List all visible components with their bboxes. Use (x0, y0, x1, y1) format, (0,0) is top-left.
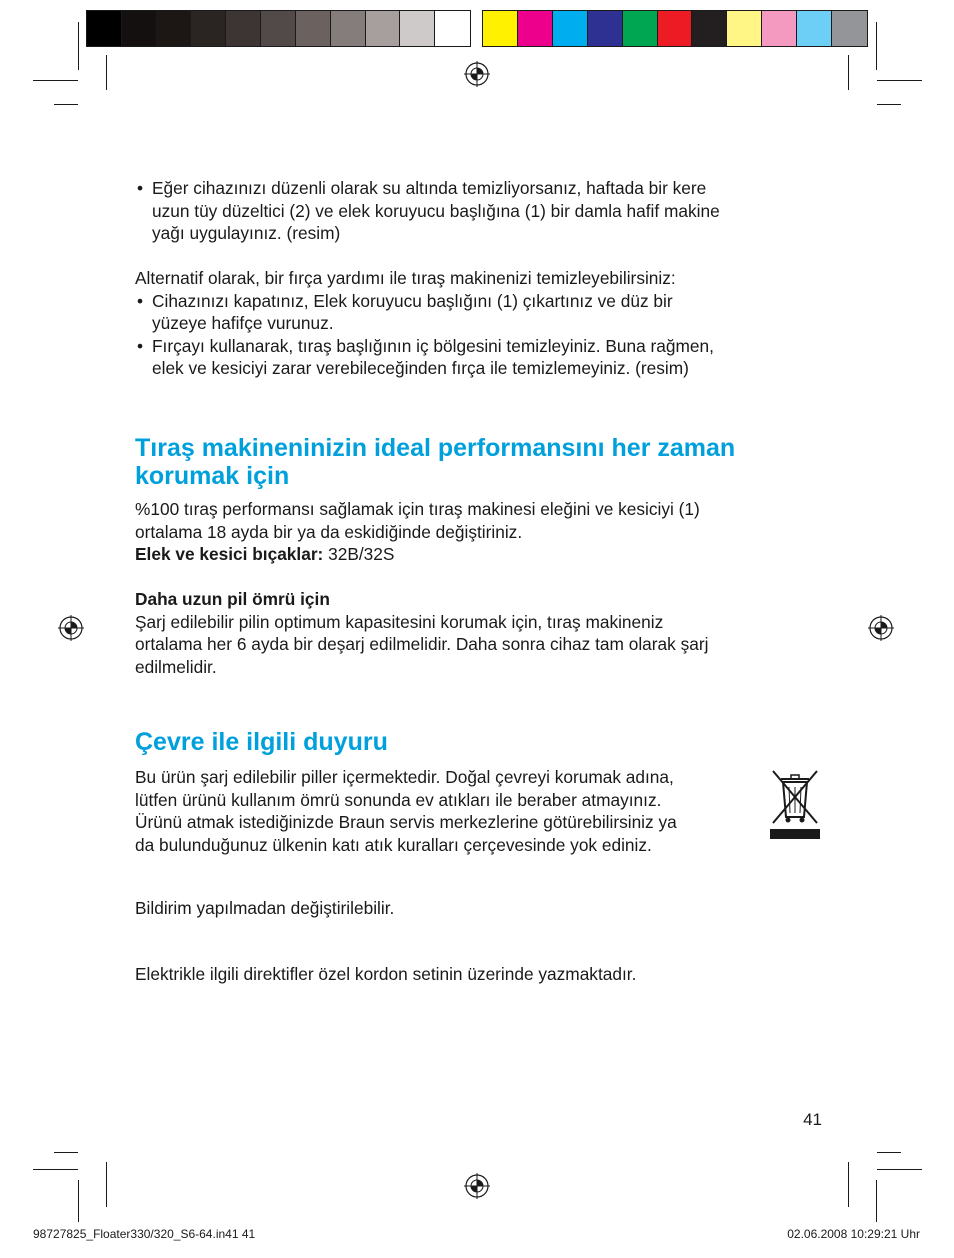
performance-heading: Tıraş makineninizin ideal performansını her zaman korumak için (135, 434, 736, 490)
replacement-parts: Elek ve kesici bıçaklar: 32B/32S (135, 544, 395, 564)
color-swatch (157, 11, 192, 46)
crop-mark (876, 22, 877, 70)
change-notice: Bildirim yapılmadan değiştirilebilir. (135, 898, 395, 918)
color-swatch (483, 11, 518, 46)
environment-paragraph: Bu ürün şarj edilebilir piller içermektedir. Doğal çevreyi korumak adına, lütfen ürünü kullanım ömrü sonunda ev atıkları ile beraber atmayınız. Ürünü atmak istediğinizde Braun servis merkezlerine götürebilirsiniz ya da bulunduğunuz ülkenin katı atık kuralları çerçevesinde yok ediniz. (135, 767, 677, 855)
crop-mark (848, 1162, 849, 1207)
bullet-text: Fırçayı kullanarak, tıraş başlığının iç bölgesini temizleyiniz. Buna rağmen, (152, 335, 714, 356)
crop-mark (877, 1152, 901, 1153)
crop-mark (876, 1180, 877, 1222)
crossed-out-bin-icon (769, 767, 821, 841)
registration-mark-icon (464, 1173, 490, 1199)
crop-mark (106, 1162, 107, 1207)
color-swatch (623, 11, 658, 46)
crop-mark (78, 1180, 79, 1222)
electrical-notice: Elektrikle ilgili direktifler özel kordon setinin üzerinde yazmaktadır. (135, 964, 637, 984)
crop-mark (877, 80, 922, 81)
environment-heading: Çevre ile ilgili duyuru (135, 728, 388, 756)
bullet-text: uzun tüy düzeltici (2) ve elek koruyucu başlığına (1) bir damla hafif makine (152, 200, 720, 221)
crop-mark (877, 104, 901, 105)
color-swatch (400, 11, 435, 46)
color-swatch (658, 11, 693, 46)
color-swatch (226, 11, 261, 46)
crop-mark (54, 104, 78, 105)
bullet-text: Eğer cihazınızı düzenli olarak su altında temizliyorsanız, haftada bir kere (152, 178, 707, 198)
cleaning-instructions (135, 177, 825, 380)
crop-mark (33, 1169, 78, 1170)
bullet-symbol: • (137, 335, 144, 356)
color-swatch (518, 11, 553, 46)
crop-mark (106, 55, 107, 90)
color-swatch (87, 11, 122, 46)
registration-mark-icon (868, 615, 894, 641)
bullet-item (135, 290, 825, 335)
color-swatch (588, 11, 623, 46)
page-number: 41 (803, 1110, 822, 1129)
color-swatch (692, 11, 727, 46)
crop-mark (877, 1169, 922, 1170)
crop-mark (33, 80, 78, 81)
bullet-symbol: • (137, 178, 144, 198)
color-swatch (366, 11, 401, 46)
color-swatch (191, 11, 226, 46)
color-swatch (553, 11, 588, 46)
registration-mark-icon (464, 61, 490, 87)
battery-heading: Daha uzun pil ömrü için (135, 589, 330, 609)
performance-paragraph: %100 tıraş performansı sağlamak için tıraş makinesi eleğini ve kesiciyi (1) ortalama 18 ayda bir ya da eskidiğinde değiştiriniz. Elek ve kesici bıçaklar: 32B/32S (135, 498, 825, 566)
color-swatch (331, 11, 366, 46)
bullet-text: Cihazınızı kapatınız, Elek koruyucu başlığını (1) çıkartınız ve düz bir (152, 290, 673, 311)
footer-timestamp: 02.06.2008 10:29:21 Uhr (787, 1227, 920, 1241)
battery-section: Daha uzun pil ömrü için Şarj edilebilir pilin optimum kapasitesini korumak için, tıraş makineniz ortalama her 6 ayda bir deşarj edilmelidir. Daha sonra cihaz tam olarak şarj edilmelidir. (135, 588, 825, 678)
alternative-intro: Alternatif olarak, bir fırça yardımı ile tıraş makinenizi temizleyebilirsiniz: (135, 268, 676, 288)
color-swatch (832, 11, 867, 46)
color-swatch (122, 11, 157, 46)
bullet-text: yüzeye hafifçe vurunuz. (152, 313, 334, 333)
bullet-text: yağı uygulayınız. (resim) (152, 223, 341, 243)
bullet-item (135, 177, 825, 245)
color-swatch (727, 11, 762, 46)
color-swatch (797, 11, 832, 46)
crop-mark (848, 55, 849, 90)
registration-mark-icon (58, 615, 84, 641)
grayscale-colorbar (86, 10, 471, 47)
color-swatch (296, 11, 331, 46)
crop-mark (78, 22, 79, 70)
crop-mark (54, 1152, 78, 1153)
bullet-item (135, 335, 825, 380)
bullet-text: elek ve kesiciyi zarar verebileceğinden fırça ile temizlemeyiniz. (resim) (152, 358, 689, 378)
bullet-symbol: • (137, 290, 144, 311)
color-swatch (435, 11, 470, 46)
color-swatch (261, 11, 296, 46)
color-swatch (762, 11, 797, 46)
footer-file-info: 98727825_Floater330/320_S6-64.in41 41 (33, 1227, 256, 1241)
cmyk-colorbar (482, 10, 868, 47)
